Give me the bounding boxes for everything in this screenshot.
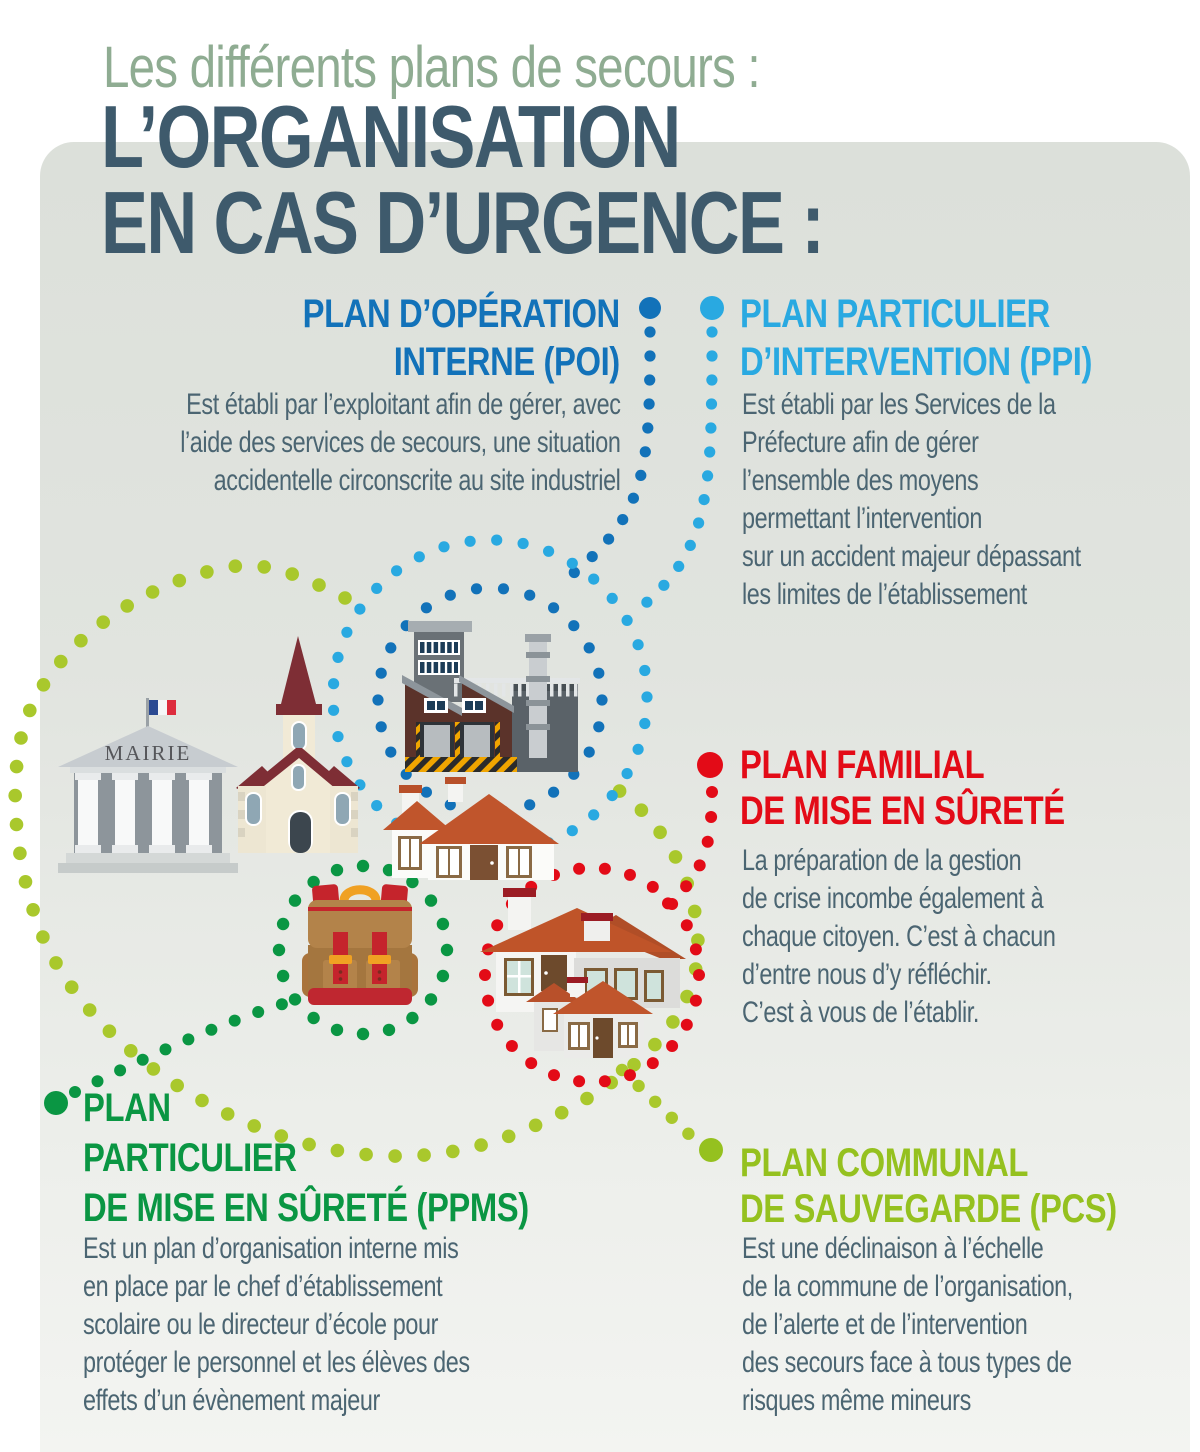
- dot: [276, 998, 288, 1010]
- dot: [445, 590, 456, 601]
- dot: [548, 602, 559, 613]
- dot: [639, 718, 650, 729]
- dot: [639, 665, 650, 676]
- dot: [524, 590, 535, 601]
- dot: [54, 655, 68, 669]
- dot: [644, 374, 655, 385]
- dot: [573, 1075, 585, 1087]
- dot: [438, 541, 449, 552]
- dot: [103, 1024, 117, 1038]
- factory-icon: [402, 621, 580, 772]
- dot: [607, 790, 618, 801]
- dot: [376, 668, 387, 679]
- dot: [331, 864, 343, 876]
- dot: [584, 747, 595, 758]
- familial-body-line: La préparation de la gestion: [742, 844, 1022, 877]
- dot: [10, 760, 24, 774]
- town-hall-icon: [58, 698, 238, 873]
- dot: [647, 1057, 659, 1069]
- dot: [69, 1086, 81, 1098]
- ppms-heading-line: PARTICULIER: [83, 1136, 297, 1180]
- ppi-heading-line: D’INTERVENTION (PPI): [740, 340, 1093, 384]
- dot: [624, 1069, 636, 1081]
- dot: [65, 980, 79, 994]
- dot: [706, 398, 717, 409]
- dot: [633, 639, 644, 650]
- dot: [567, 558, 578, 569]
- dot: [482, 995, 494, 1007]
- poi-body-line: l’aide des services de secours, une situation: [179, 426, 620, 459]
- ppms-body-line: effets d’un évènement majeur: [83, 1384, 380, 1417]
- dot: [331, 1024, 343, 1036]
- dot: [36, 930, 50, 944]
- dot: [289, 993, 301, 1005]
- dot: [26, 903, 40, 917]
- familial-body-line: de crise incombe également à: [742, 882, 1044, 915]
- ppms-body-line: scolaire ou le directeur d’école pour: [83, 1308, 438, 1341]
- dot: [525, 1057, 537, 1069]
- dot: [328, 705, 339, 716]
- dot: [8, 789, 22, 803]
- pcs-body-line: risques même mineurs: [742, 1384, 971, 1417]
- dot: [573, 863, 585, 875]
- dot: [588, 574, 599, 585]
- dot: [690, 995, 702, 1007]
- dot: [328, 678, 339, 689]
- dot: [441, 944, 453, 956]
- dot: [705, 811, 717, 823]
- familial-bullet: [697, 752, 723, 778]
- dot: [658, 580, 669, 591]
- poi-heading-line: PLAN D’OPÉRATION: [302, 292, 620, 336]
- dot: [567, 825, 578, 836]
- dot: [702, 836, 714, 848]
- dot: [252, 1006, 264, 1018]
- section-ppms-body: [83, 1230, 470, 1420]
- poi-body-line: accidentelle circonscrite au site industriel: [213, 464, 621, 497]
- houses-icon: [480, 888, 686, 1058]
- dot: [277, 918, 289, 930]
- dot: [10, 818, 24, 832]
- dot: [137, 1054, 149, 1066]
- pcs-body-line: de l’alerte et de l’intervention: [742, 1308, 1028, 1341]
- ppi-heading-line: PLAN PARTICULIER: [740, 292, 1050, 336]
- dot: [518, 538, 529, 549]
- dot: [357, 860, 369, 872]
- ppms-heading-line: DE MISE EN SÛRETÉ (PPMS): [83, 1186, 529, 1230]
- dot: [524, 799, 535, 810]
- dot: [648, 1038, 662, 1052]
- dot: [635, 803, 649, 817]
- dot: [332, 731, 343, 742]
- dot: [649, 1096, 661, 1108]
- dot: [593, 668, 604, 679]
- dot: [622, 768, 633, 779]
- dot: [49, 956, 63, 970]
- dot: [568, 620, 579, 631]
- dot: [23, 704, 37, 718]
- dot: [543, 546, 554, 557]
- dot: [425, 993, 437, 1005]
- dot: [633, 744, 644, 755]
- dot: [383, 1024, 395, 1036]
- dot: [273, 944, 285, 956]
- dot: [114, 1064, 126, 1076]
- dot: [257, 560, 271, 574]
- section-ppi-heading: [740, 290, 1092, 386]
- dot: [146, 585, 160, 599]
- section-ppms-heading: [83, 1083, 529, 1233]
- dot: [685, 540, 696, 551]
- dot: [706, 350, 717, 361]
- pcs-body-line: des secours face à tous types de: [742, 1346, 1072, 1379]
- dot: [688, 905, 702, 919]
- dot: [603, 534, 614, 545]
- dot: [307, 1012, 319, 1024]
- dot: [376, 721, 387, 732]
- dot: [173, 574, 187, 588]
- dot: [277, 970, 289, 982]
- page-title: [101, 87, 824, 272]
- poi-body-line: Est établi par l’exploitant afin de gérer, avec: [185, 388, 621, 421]
- dot: [587, 551, 598, 562]
- section-pcs-body: [742, 1230, 1073, 1420]
- dot: [705, 422, 716, 433]
- dot: [406, 1012, 418, 1024]
- dot: [14, 731, 28, 745]
- dot: [437, 970, 449, 982]
- familial-body-line: chaque citoyen. C’est à chacun: [742, 920, 1056, 953]
- ppms-bullet: [44, 1091, 68, 1115]
- dot: [596, 694, 607, 705]
- dot: [704, 446, 715, 457]
- dot: [479, 969, 491, 981]
- dot: [641, 691, 652, 702]
- dot: [599, 863, 611, 875]
- page-title-line2: EN CAS D’URGENCE :: [101, 173, 824, 272]
- familial-heading-line: DE MISE EN SÛRETÉ: [740, 789, 1065, 833]
- dot: [74, 634, 88, 648]
- dot: [338, 591, 352, 605]
- ppi-body-line: l’ensemble des moyens: [742, 464, 979, 497]
- dot: [555, 1106, 569, 1120]
- dot: [641, 597, 652, 608]
- ppms-heading-line: PLAN: [83, 1086, 171, 1130]
- dot: [37, 678, 51, 692]
- pcs-heading-line: DE SAUVEGARDE (PCS): [740, 1187, 1117, 1231]
- dot: [341, 627, 352, 638]
- dot: [584, 642, 595, 653]
- svg-text:MAIRIE: MAIRIE: [104, 741, 192, 765]
- poi-heading-line: INTERNE (POI): [393, 340, 620, 384]
- dot: [465, 536, 476, 547]
- dot: [529, 1119, 543, 1133]
- dot: [120, 599, 134, 613]
- dot: [666, 1040, 678, 1052]
- dot: [666, 1015, 680, 1029]
- ppi-body-line: les limites de l’établissement: [742, 578, 1027, 611]
- dot: [421, 787, 432, 798]
- section-pcs-heading: [740, 1140, 1117, 1232]
- dot: [13, 847, 27, 861]
- dot: [569, 567, 580, 578]
- dot: [371, 583, 382, 594]
- dot: [632, 1080, 644, 1092]
- dot: [391, 565, 402, 576]
- dot: [647, 881, 659, 893]
- dot: [19, 875, 33, 889]
- page-title-line1: L’ORGANISATION: [101, 87, 680, 186]
- dot: [699, 494, 710, 505]
- dot: [229, 1015, 241, 1027]
- section-poi-body: [180, 386, 620, 500]
- dot: [622, 615, 633, 626]
- dot: [640, 446, 651, 457]
- dot: [702, 470, 713, 481]
- dot: [229, 559, 243, 573]
- dot: [607, 593, 618, 604]
- dot: [200, 565, 214, 579]
- dot: [673, 561, 684, 572]
- dot: [628, 493, 639, 504]
- dot: [491, 919, 503, 931]
- ppms-body-line: en place par le chef d’établissement: [83, 1270, 443, 1303]
- dot: [693, 969, 705, 981]
- page-subtitle: Les différents plans de secours :: [103, 35, 760, 100]
- poi-bullet: [639, 297, 661, 319]
- small-house-icon: [383, 777, 559, 880]
- dot: [580, 1092, 594, 1106]
- dot: [371, 800, 382, 811]
- dot: [599, 1075, 611, 1087]
- dot: [548, 787, 559, 798]
- dot: [706, 786, 718, 798]
- dot: [491, 535, 502, 546]
- familial-body-line: d’entre nous d’y réfléchir.: [742, 958, 992, 991]
- dot: [312, 578, 326, 592]
- dot: [666, 1112, 678, 1124]
- dot: [160, 1043, 172, 1055]
- church-icon: [236, 636, 360, 853]
- dot: [385, 642, 396, 653]
- dot: [425, 894, 437, 906]
- dot: [681, 1019, 693, 1031]
- section-familial-heading: [740, 742, 1065, 834]
- dot: [681, 919, 693, 931]
- dot: [644, 398, 655, 409]
- dot: [96, 615, 110, 629]
- dot: [124, 1044, 138, 1058]
- dot: [506, 1040, 518, 1052]
- dot: [332, 652, 343, 663]
- dot: [617, 514, 628, 525]
- ppms-body-line: protéger le personnel et les élèves des: [83, 1346, 470, 1379]
- dot: [680, 880, 692, 892]
- dot: [624, 869, 636, 881]
- dot: [682, 1128, 694, 1140]
- dot: [182, 1033, 194, 1045]
- pcs-body-line: de la commune de l’organisation,: [742, 1270, 1073, 1303]
- dot: [644, 326, 655, 337]
- dot: [354, 604, 365, 615]
- dot: [644, 350, 655, 361]
- dot: [548, 1069, 560, 1081]
- ppi-bullet: [700, 296, 724, 320]
- pcs-heading-line: PLAN COMMUNAL: [740, 1141, 1029, 1185]
- dot: [83, 1003, 97, 1017]
- dot: [357, 1028, 369, 1040]
- pcs-body-line: Est une déclinaison à l’échelle: [742, 1232, 1044, 1265]
- ppi-body-line: sur un accident majeur dépassant: [742, 540, 1081, 573]
- dot: [642, 422, 653, 433]
- ppi-body-line: permettant l’intervention: [742, 502, 982, 535]
- dot: [498, 583, 509, 594]
- dot: [471, 583, 482, 594]
- dot: [635, 470, 646, 481]
- dot: [669, 850, 683, 864]
- dot: [491, 1019, 503, 1031]
- dot: [593, 721, 604, 732]
- dot: [414, 551, 425, 562]
- section-ppi-body: [742, 386, 1081, 614]
- dot: [653, 826, 667, 840]
- ppms-body-line: Est un plan d’organisation interne mis: [83, 1232, 459, 1265]
- dot: [706, 326, 717, 337]
- dot: [690, 943, 702, 955]
- familial-heading-line: PLAN FAMILIAL: [740, 743, 985, 787]
- dot: [706, 374, 717, 385]
- dot: [437, 918, 449, 930]
- dot: [421, 602, 432, 613]
- ppi-body-line: Préfecture afin de gérer: [742, 426, 979, 459]
- dot: [147, 1062, 161, 1076]
- dot: [285, 567, 299, 581]
- dot: [289, 894, 301, 906]
- backpack-icon: [302, 884, 418, 1005]
- dot: [385, 747, 396, 758]
- dot: [372, 694, 383, 705]
- dot: [205, 1024, 217, 1036]
- dot: [588, 809, 599, 820]
- familial-body-line: C’est à vous de l’établir.: [742, 996, 979, 1029]
- ppi-body-line: Est établi par les Services de la: [742, 388, 1056, 421]
- section-poi-heading: [303, 290, 620, 386]
- dot: [662, 897, 674, 909]
- section-familial-body: [742, 842, 1056, 1032]
- dot: [693, 517, 704, 528]
- dot: [341, 756, 352, 767]
- pcs-bullet: [699, 1138, 723, 1162]
- dot: [694, 859, 706, 871]
